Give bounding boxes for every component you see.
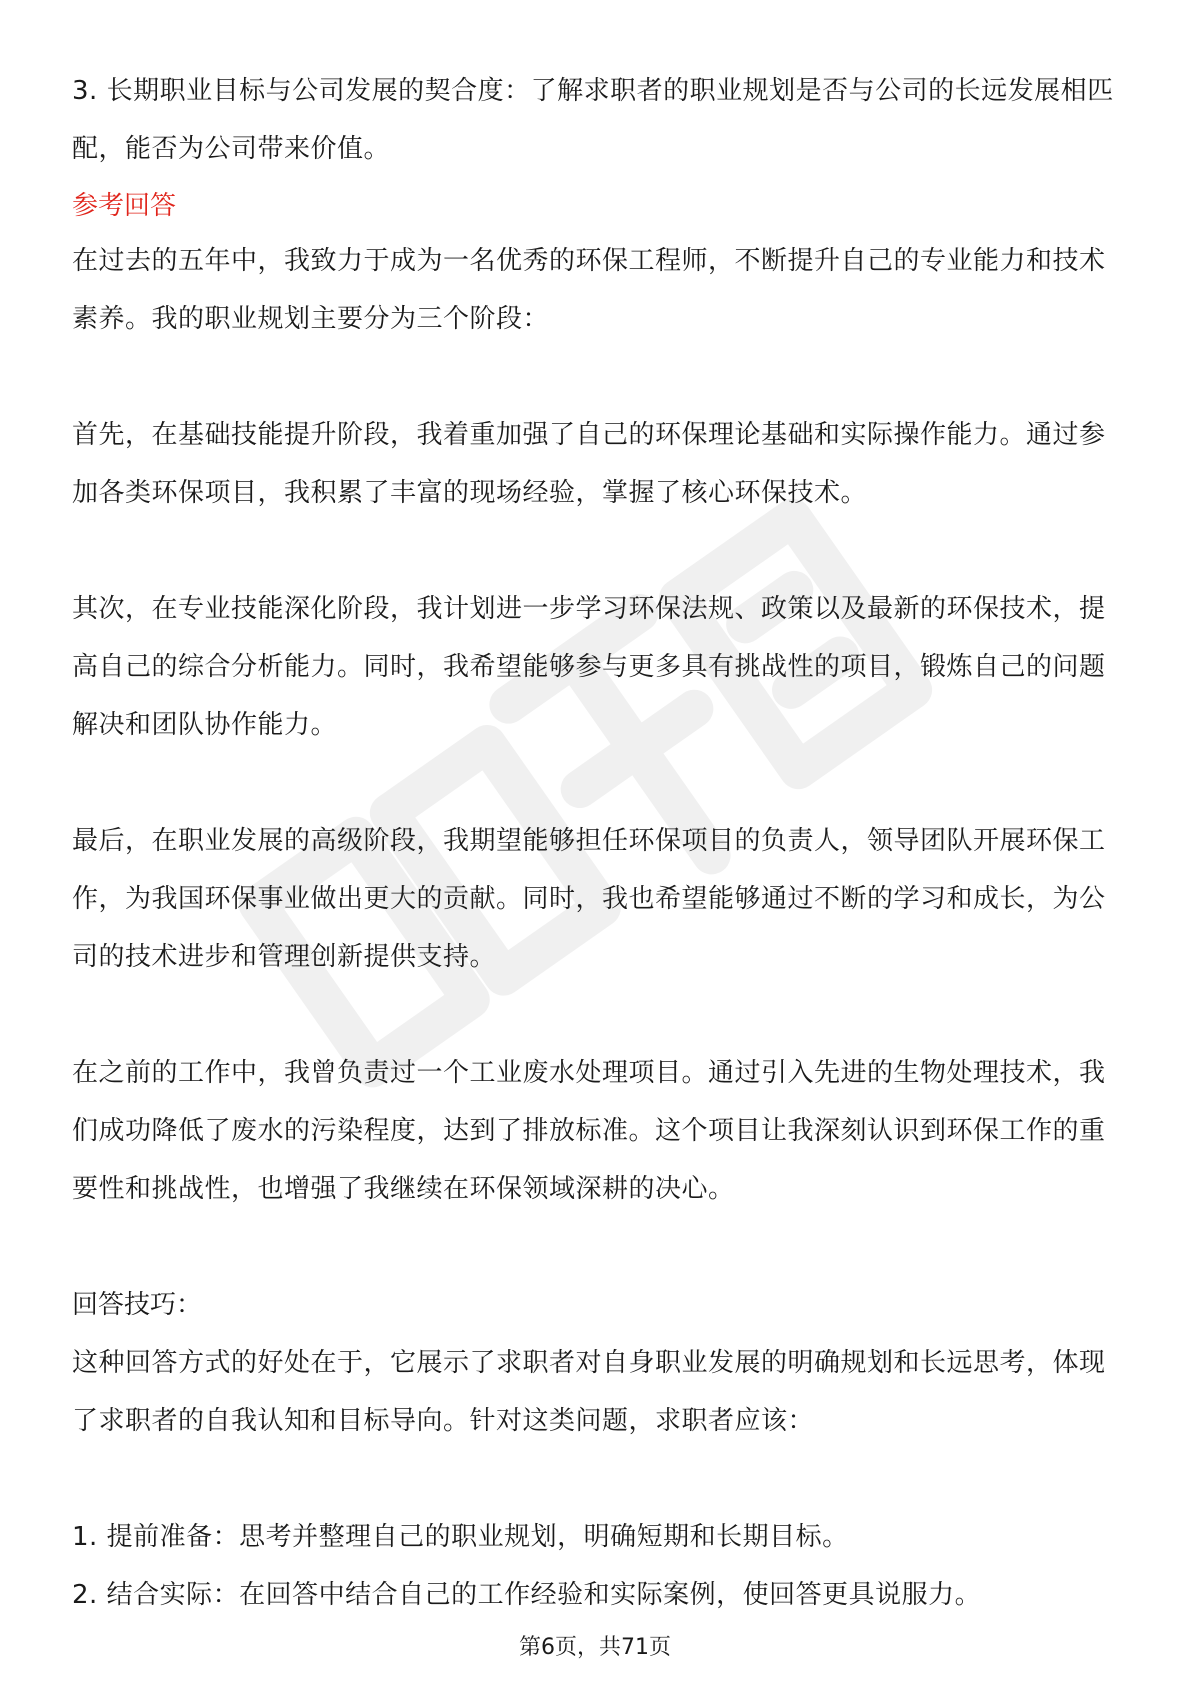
paragraph-spacer: [72, 348, 1122, 406]
reference-answer-heading: 参考回答: [72, 191, 177, 221]
answer-paragraph-2: 首先，在基础技能提升阶段，我着重加强了自己的环保理论基础和实际操作能力。通过参加各类环保项目，我积累了丰富的现场经验，掌握了核心环保技术。: [72, 420, 1106, 508]
tips-list-item: 1. 提前准备：思考并整理自己的职业规划，明确短期和长期目标。: [72, 1522, 849, 1552]
paragraph-spacer: [72, 986, 1122, 1044]
answer-paragraph-4: 最后，在职业发展的高级阶段，我期望能够担任环保项目的负责人，领导团队开展环保工作，为我国环保事业做出更大的贡献。同时，我也希望能够通过不断的学习和成长，为公司的技术进步和管理创新提供支持。: [72, 826, 1106, 972]
paragraph-spacer: [72, 754, 1122, 812]
answer-paragraph-1: 在过去的五年中，我致力于成为一名优秀的环保工程师，不断提升自己的专业能力和技术素养。我的职业规划主要分为三个阶段：: [72, 246, 1106, 334]
page-number-footer: 第6页，共71页: [519, 1635, 671, 1660]
document-body: [72, 62, 1122, 1624]
tips-list-item: 2. 结合实际：在回答中结合自己的工作经验和实际案例，使回答更具说服力。: [72, 1580, 982, 1610]
paragraph-spacer: [72, 522, 1122, 580]
paragraph-spacer: [72, 1218, 1122, 1276]
tips-intro: 这种回答方式的好处在于，它展示了求职者对自身职业发展的明确规划和长远思考，体现了求职者的自我认知和目标导向。针对这类问题，求职者应该：: [72, 1348, 1106, 1436]
answer-paragraph-3: 其次，在专业技能深化阶段，我计划进一步学习环保法规、政策以及最新的环保技术，提高自己的综合分析能力。同时，我希望能够参与更多具有挑战性的项目，锻炼自己的问题解决和团队协作能力。: [72, 594, 1106, 740]
intro-point-3: 3. 长期职业目标与公司发展的契合度：了解求职者的职业规划是否与公司的长远发展相匹配，能否为公司带来价值。: [72, 76, 1114, 164]
paragraph-spacer: [72, 1450, 1122, 1508]
answer-paragraph-5: 在之前的工作中，我曾负责过一个工业废水处理项目。通过引入先进的生物处理技术，我们成功降低了废水的污染程度，达到了排放标准。这个项目让我深刻认识到环保工作的重要性和挑战性，也增强了我继续在环保领域深耕的决心。: [72, 1058, 1106, 1204]
tips-label: 回答技巧：: [72, 1290, 203, 1320]
